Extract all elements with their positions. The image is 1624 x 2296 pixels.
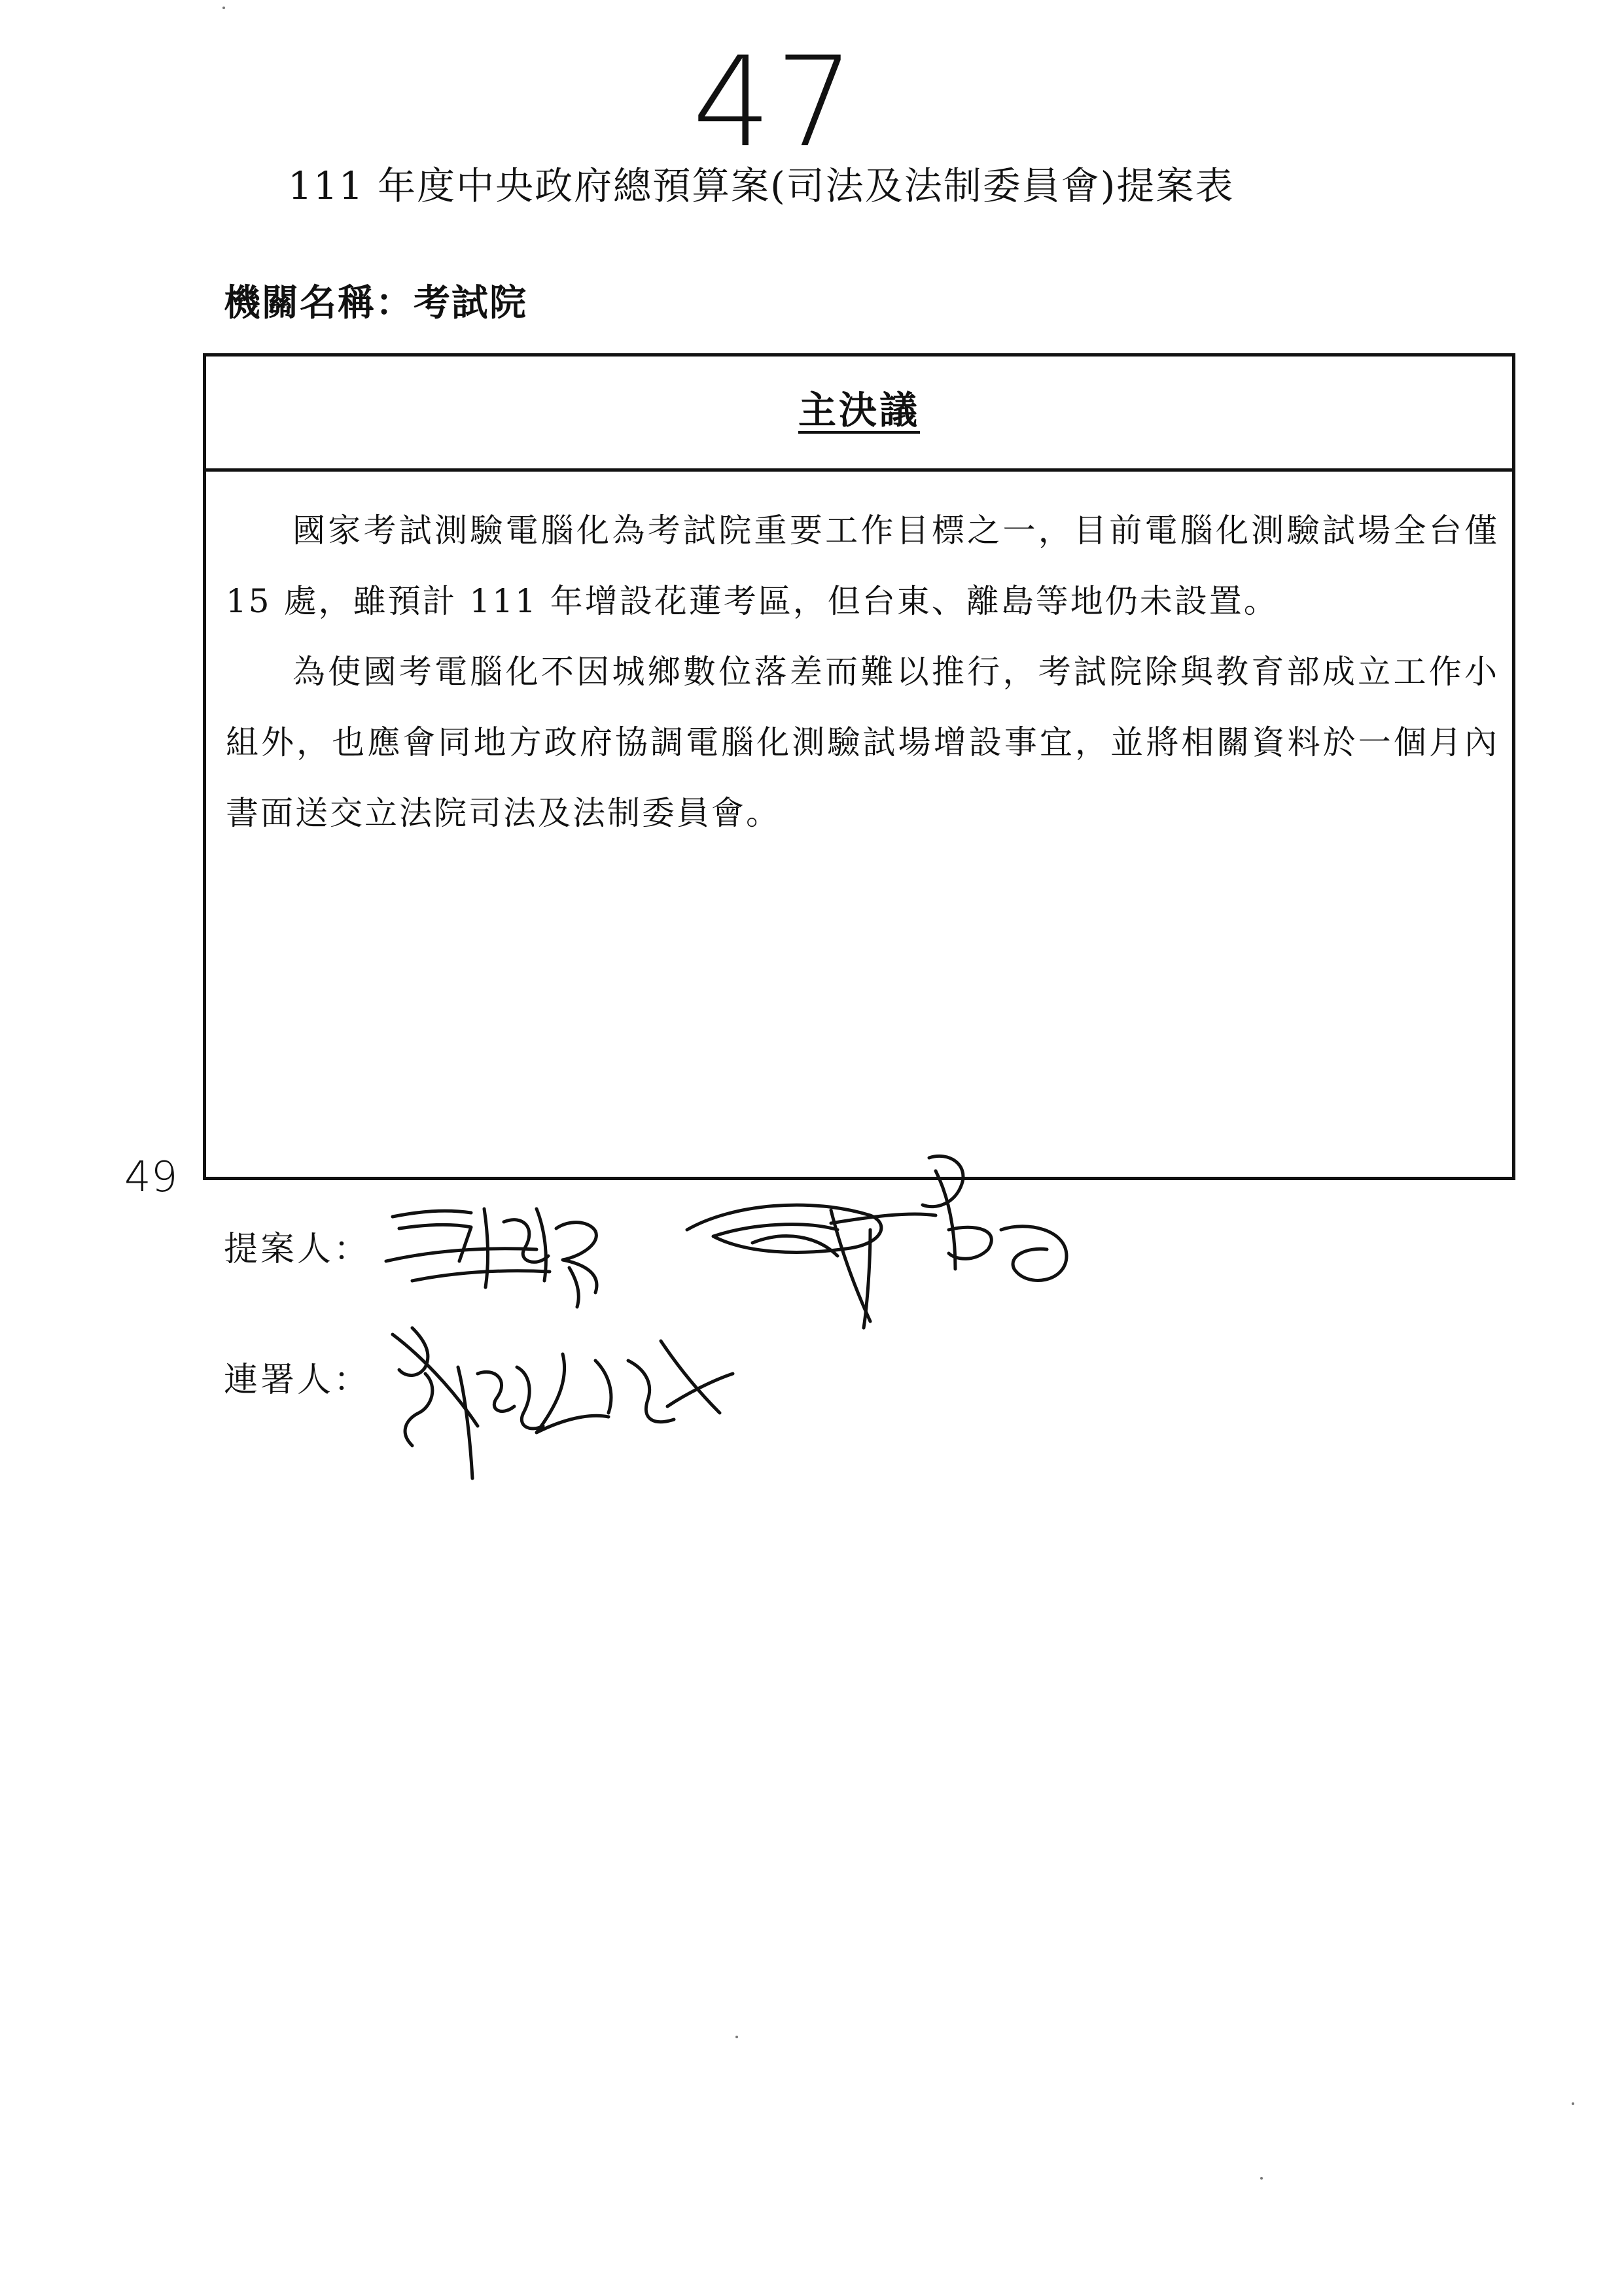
handwritten-margin-number: 49 — [124, 1153, 178, 1202]
scan-speck — [1260, 2177, 1263, 2180]
scan-speck — [1572, 2102, 1574, 2105]
scan-speck — [222, 7, 225, 9]
scan-speck — [735, 2036, 738, 2038]
resolution-paragraph-1: 國家考試測驗電腦化為考試院重要工作目標之一，目前電腦化測驗試場全台僅 15 處，雖預計 111 年增設花蓮考區，但台東、離島等地仍未設置。 — [226, 512, 1499, 620]
table-body — [226, 495, 1499, 848]
resolution-paragraph-2: 為使國考電腦化不因城鄉數位落差而難以推行，考試院除與教育部成立工作小組外，也應會同地方政府協調電腦化測驗試場增設事宜，並將相關資料於一個月內書面送交立法院司法及法制委員會。 — [226, 653, 1499, 832]
table-header — [206, 357, 1512, 472]
resolution-table — [203, 353, 1515, 1180]
cosigner-signature — [380, 1315, 746, 1491]
agency-name: 機關名稱：考試院 — [224, 281, 527, 324]
proposer-signature-1 — [373, 1183, 622, 1313]
table-header-text: 主決議 — [798, 388, 920, 432]
proposer-label: 提案人： — [224, 1230, 371, 1269]
cosigner-label: 連署人： — [224, 1361, 371, 1400]
handwritten-page-number: 47 — [692, 30, 858, 175]
document-title: 111 年度中央政府總預算案(司法及法制委員會)提案表 — [288, 164, 1235, 208]
